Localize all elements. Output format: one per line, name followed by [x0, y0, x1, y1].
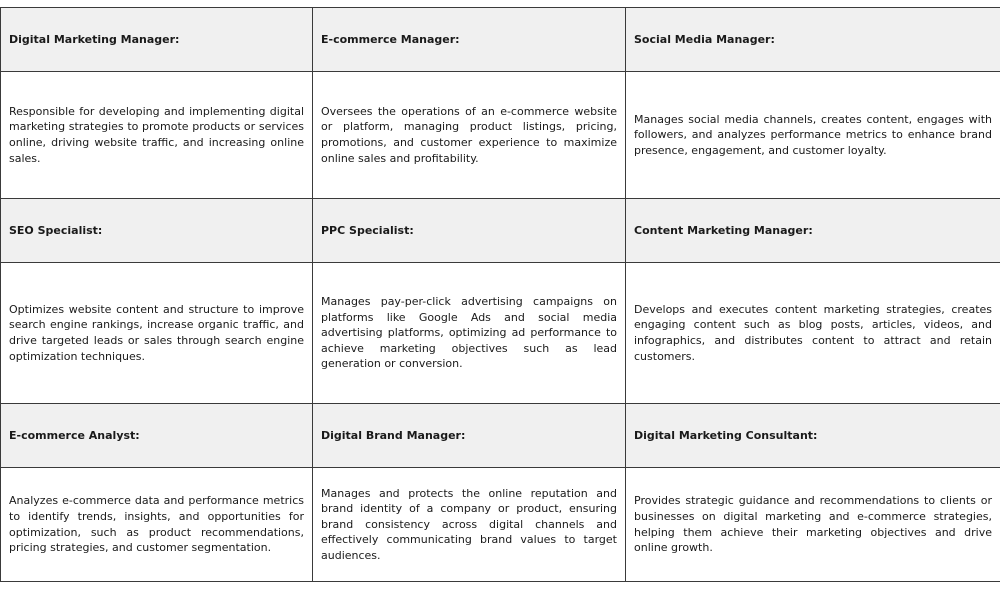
table-row-header — [1, 404, 1000, 468]
role-title: Digital Marketing Manager: — [1, 8, 313, 72]
role-title: Digital Marketing Consultant: — [626, 404, 1000, 468]
role-description: Develops and executes content marketing strategies, creates engaging content such as blog posts, articles, videos, and infographics, and distributes content to attract and retain customers. — [626, 263, 1000, 404]
table-row-description — [1, 72, 1000, 199]
role-description: Manages social media channels, creates content, engages with followers, and analyzes performance metrics to enhance brand presence, engagement, and customer loyalty. — [626, 72, 1000, 199]
role-description: Manages and protects the online reputation and brand identity of a company or product, ensuring brand consistency across digital channels and effectively communicating brand values to target audiences. — [313, 468, 626, 582]
role-description: Optimizes website content and structure to improve search engine rankings, increase organic traffic, and drive targeted leads or sales through search engine optimization techniques. — [1, 263, 313, 404]
role-title: Digital Brand Manager: — [313, 404, 626, 468]
role-description: Analyzes e-commerce data and performance metrics to identify trends, insights, and opportunities for optimization, such as product recommendations, pricing strategies, and customer segmentation. — [1, 468, 313, 582]
table-row-description — [1, 263, 1000, 404]
role-description: Responsible for developing and implementing digital marketing strategies to promote products or services online, driving website traffic, and increasing online sales. — [1, 72, 313, 199]
roles-table — [0, 7, 1000, 582]
role-title: Social Media Manager: — [626, 8, 1000, 72]
role-description: Provides strategic guidance and recommendations to clients or businesses on digital marketing and e-commerce strategies, helping them achieve their marketing objectives and drive online growth. — [626, 468, 1000, 582]
role-description: Oversees the operations of an e-commerce website or platform, managing product listings, pricing, promotions, and customer experience to maximize online sales and profitability. — [313, 72, 626, 199]
role-title: E-commerce Analyst: — [1, 404, 313, 468]
role-title: E-commerce Manager: — [313, 8, 626, 72]
role-title: Content Marketing Manager: — [626, 199, 1000, 263]
role-title: SEO Specialist: — [1, 199, 313, 263]
table-row-header — [1, 8, 1000, 72]
table-row-description — [1, 468, 1000, 582]
role-title: PPC Specialist: — [313, 199, 626, 263]
table-row-header — [1, 199, 1000, 263]
role-description: Manages pay-per-click advertising campaigns on platforms like Google Ads and social media advertising platforms, optimizing ad performance to achieve marketing objectives such as lead generation or conversion. — [313, 263, 626, 404]
